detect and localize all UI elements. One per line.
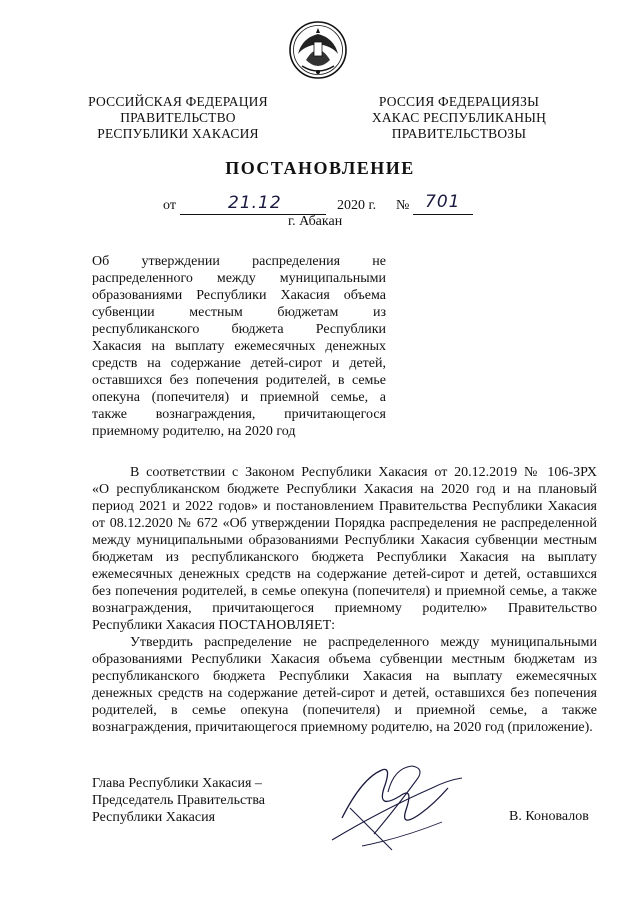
body-line: без попечения родителей, в семье опекуна (попечителя) и приемной семье, а также xyxy=(92,584,597,599)
body-line: ежемесячных денежных средств на содержание детей-сирот и детей, оставшихся xyxy=(92,567,597,582)
body-line: бюджетам из республиканского бюджета Республики Хакасия на выплату xyxy=(92,550,597,565)
subject-line: субвенции местным бюджетам из xyxy=(92,305,386,320)
body-line: В соответствии с Законом Республики Хакасия от 20.12.2019 № 106-ЗРХ xyxy=(130,465,597,480)
signatory-title-line: Председатель Правительства xyxy=(92,793,265,808)
header-left-line: ПРАВИТЕЛЬСТВО xyxy=(120,110,236,125)
resolution-body xyxy=(92,464,597,736)
header-left-line: РЕСПУБЛИКИ ХАКАСИЯ xyxy=(97,126,259,141)
number-underline xyxy=(413,214,473,215)
date-prefix: от xyxy=(163,198,176,213)
signatory-title-block xyxy=(92,775,265,826)
body-line: вознаграждения, причитающегося приемному родителю» Правительство xyxy=(92,601,597,616)
body-line: период 2021 и 2022 годов» и постановлением Правительства Республики Хакасия xyxy=(92,499,597,514)
city-label: г. Абакан xyxy=(288,214,343,229)
subject-block xyxy=(92,253,386,440)
subject-line: распределенного между муниципальными xyxy=(92,271,386,286)
body-line: образованиями Республики Хакасия объема субвенции местным бюджетам из xyxy=(92,652,597,667)
subject-line: Хакасия на выплату ежемесячных денежных xyxy=(92,339,386,354)
header-right-line: РОССИЯ ФЕДЕРАЦИЯЗЫ xyxy=(378,94,540,109)
subject-line: приемному родителю, на 2020 год xyxy=(92,424,296,439)
handwritten-signature xyxy=(322,748,472,858)
body-line: Утвердить распределение не распределенного между муниципальными xyxy=(130,635,597,650)
subject-line: опекуна (попечителя) и приемной семье, а xyxy=(92,390,386,405)
header-right-block xyxy=(354,94,564,142)
subject-line: также вознаграждения, причитающегося xyxy=(92,407,386,422)
handwritten-date: 21.12 xyxy=(228,193,282,213)
subject-line: оставшихся без попечения родителей, в семье xyxy=(92,373,386,388)
signatory-title-line: Республики Хакасия xyxy=(92,810,216,825)
body-line: Республики Хакасия ПОСТАНОВЛЯЕТ: xyxy=(92,618,336,633)
coat-of-arms-emblem xyxy=(288,20,348,80)
document-title: ПОСТАНОВЛЕНИЕ xyxy=(225,158,415,178)
header-left-line: РОССИЙСКАЯ ФЕДЕРАЦИЯ xyxy=(88,94,268,109)
subject-line: республиканского бюджета Республики xyxy=(92,322,386,337)
subject-line: Об утверждении распределения не xyxy=(92,254,386,269)
header-right-line: ПРАВИТЕЛЬСТВОЗЫ xyxy=(391,126,527,141)
body-line: «О республиканском бюджете Республики Хакасия на 2020 год и на плановый xyxy=(92,482,597,497)
subject-line: средств на содержание детей-сирот и детей, xyxy=(92,356,386,371)
number-sign: № xyxy=(396,198,410,213)
header-left-block xyxy=(78,94,278,142)
body-line: вознаграждения, причитающегося приемному родителю, на 2020 год (приложение). xyxy=(92,720,593,735)
handwritten-number: 701 xyxy=(425,192,461,212)
body-line: между муниципальными образованиями Республики Хакасия субвенции местным xyxy=(92,533,597,548)
body-line: родителей, в семье опекуна (попечителя) и приемной семье, а также xyxy=(92,703,597,718)
body-line: республиканского бюджета Республики Хакасия на выплату ежемесячных xyxy=(92,669,597,684)
body-line: денежных средств на содержание детей-сирот и детей, оставшихся без попечения xyxy=(92,686,597,701)
signatory-title-line: Глава Республики Хакасия – xyxy=(92,776,262,791)
signer-name: В. Коновалов xyxy=(509,809,589,824)
date-year: 2020 г. xyxy=(337,198,377,213)
subject-line: образованиями Республики Хакасия объема xyxy=(92,288,386,303)
body-line: от 08.12.2020 № 672 «Об утверждении Порядка распределения не распределенной xyxy=(92,516,597,531)
header-right-line: ХАКАС РЕСПУБЛИКАНЫҢ xyxy=(371,110,547,125)
